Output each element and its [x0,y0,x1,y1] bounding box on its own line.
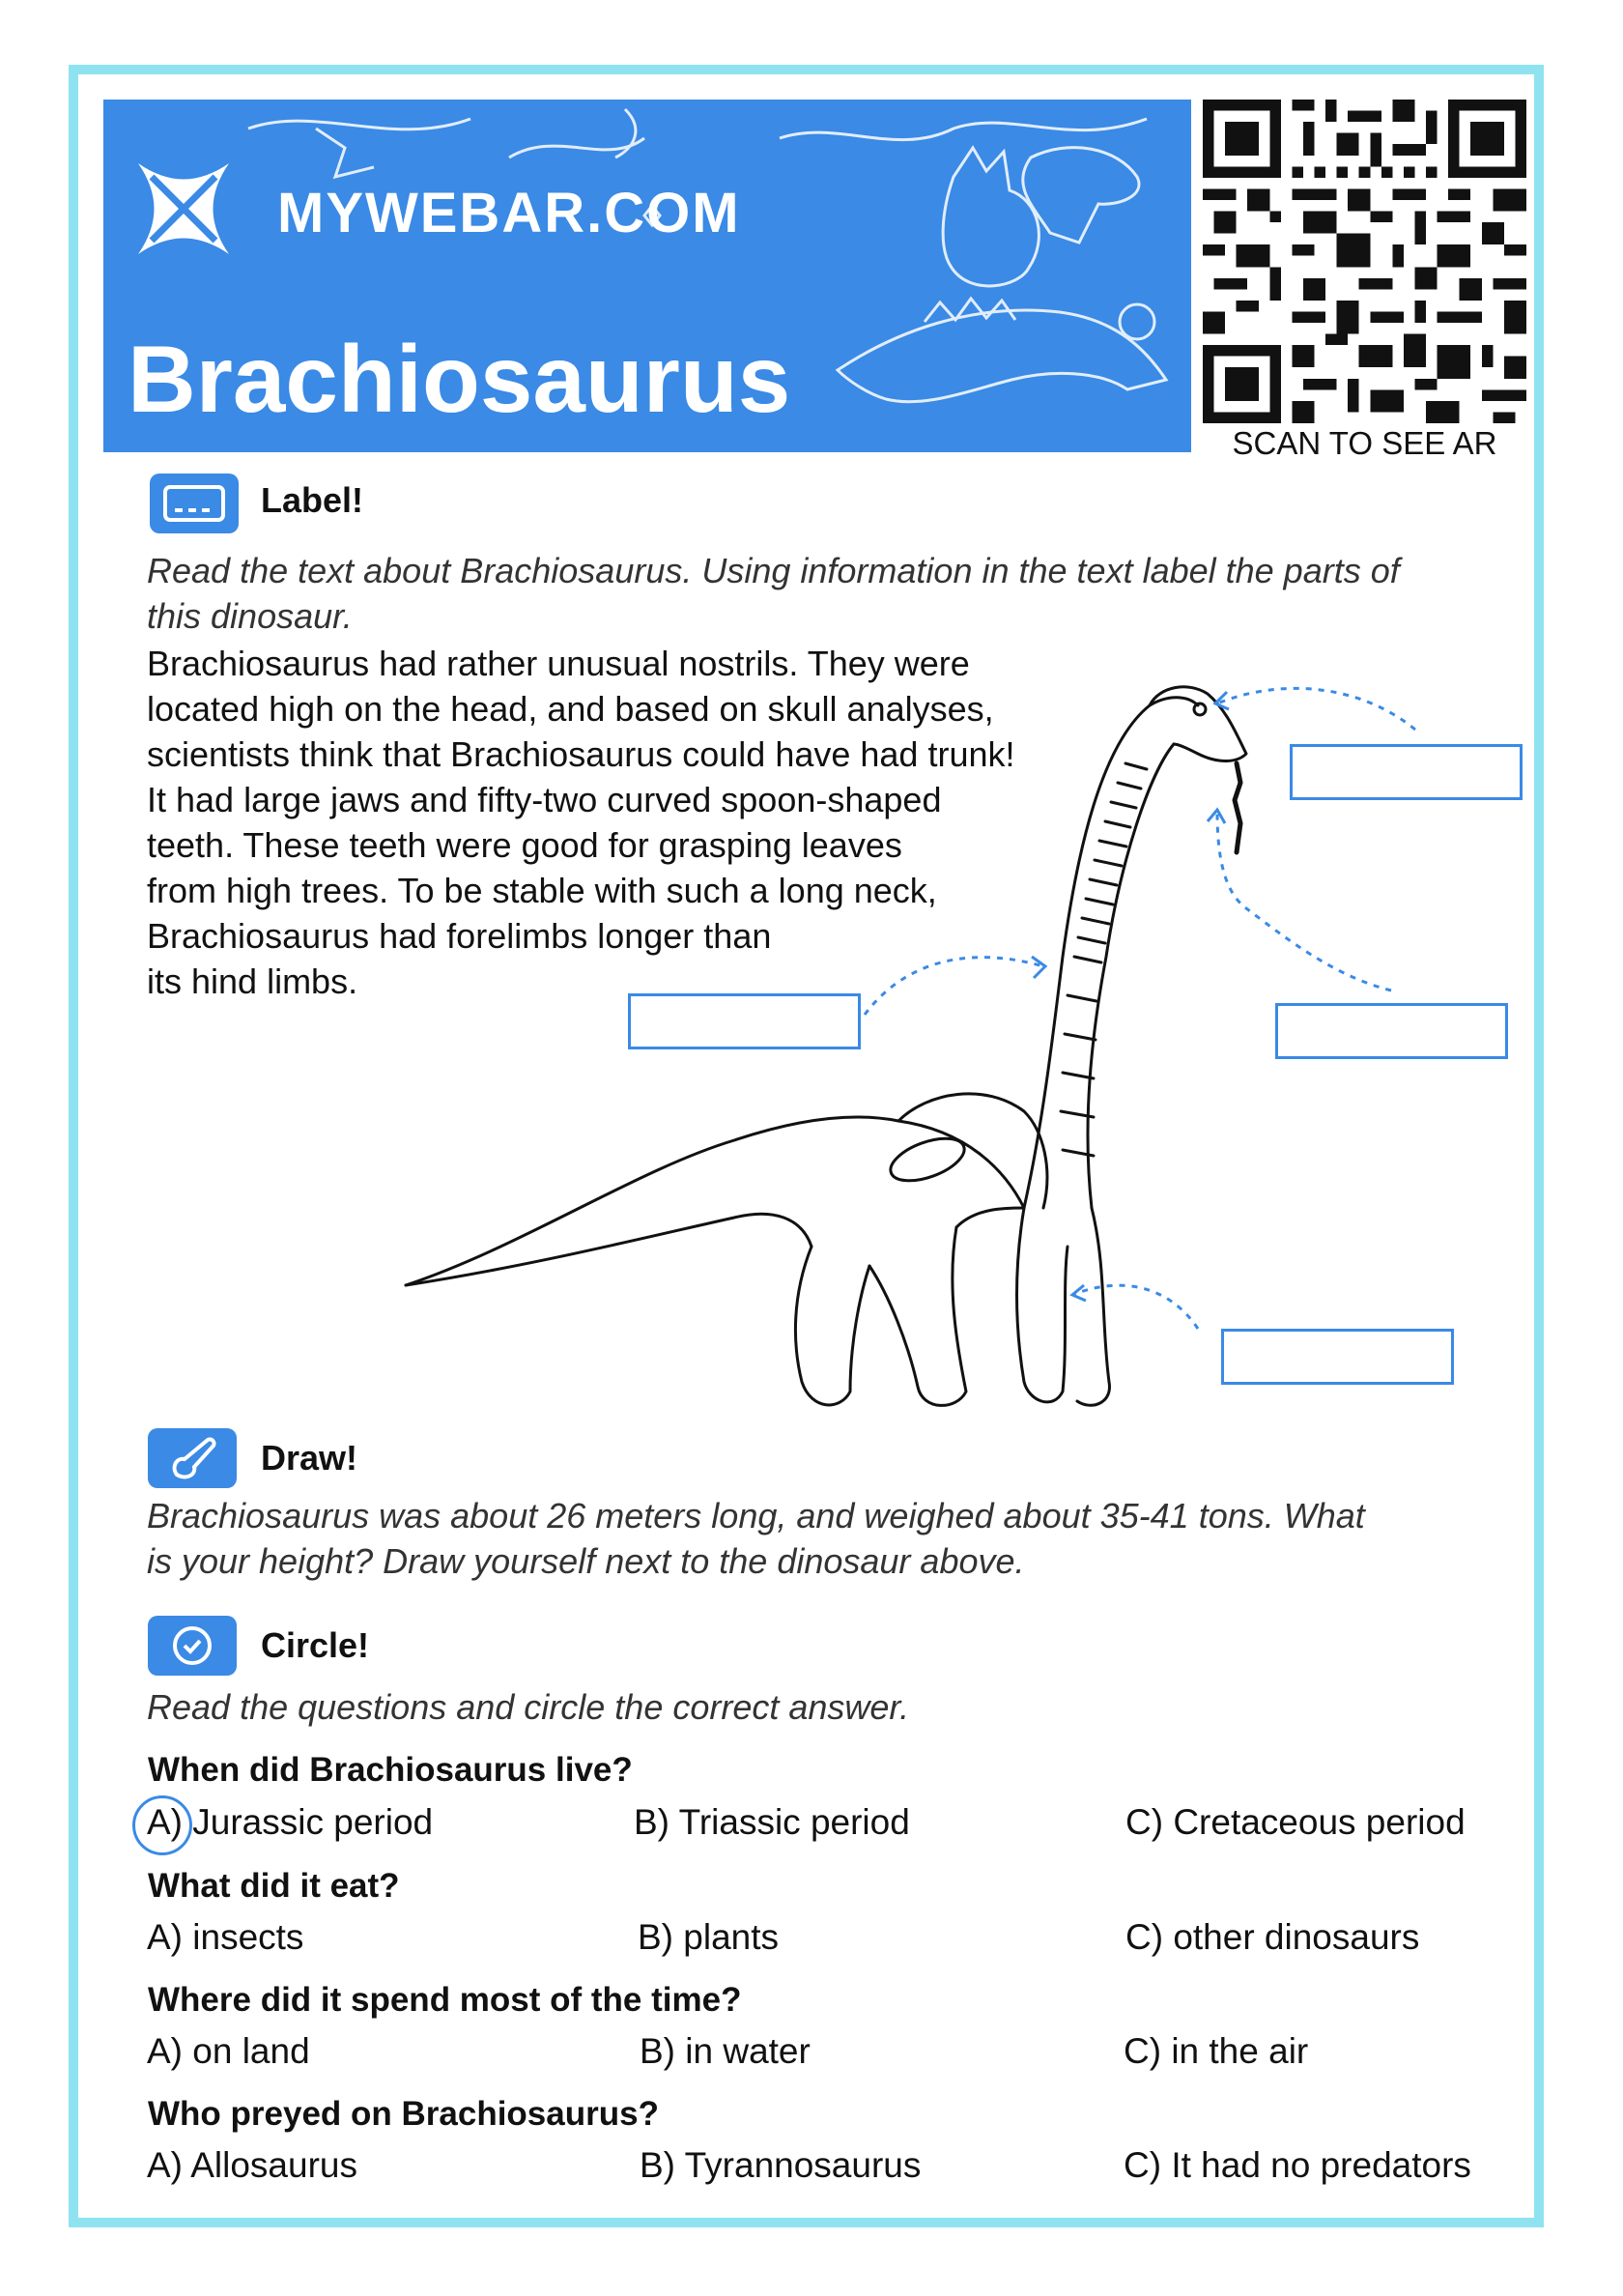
question-3: Where did it spend most of the time? [148,1981,742,2019]
answer-1b[interactable]: B) Triassic period [634,1802,910,1842]
check-circle-icon [148,1616,237,1676]
answer-box-forelimbs[interactable] [1221,1329,1454,1385]
question-4: Who preyed on Brachiosaurus? [148,2095,659,2133]
draw-heading: Draw! [261,1438,358,1478]
answer-1a[interactable]: A) Jurassic period [147,1802,434,1842]
page-title: Brachiosaurus [128,326,791,432]
circle-heading: Circle! [261,1625,370,1665]
answer-3c[interactable]: C) in the air [1124,2031,1309,2071]
keyboard-icon [150,474,239,533]
answer-box-teeth[interactable] [1275,1003,1508,1059]
brush-icon [148,1428,237,1488]
label-instruction-line-1: Read the text about Brachiosaurus. Using information in the text label the parts of [147,551,1400,590]
draw-instruction-line-2: is your height? Draw yourself next to the dinosaur above. [147,1541,1025,1581]
label-text-line: located high on the head, and based on skull analyses, [147,689,994,729]
label-text-line: its hind limbs. [147,961,358,1001]
answer-box-nostrils[interactable] [1290,744,1523,800]
answer-box-neck[interactable] [628,993,861,1049]
circle-instruction: Read the questions and circle the correct answer. [147,1687,910,1727]
label-instruction-line-2: this dinosaur. [147,596,353,636]
label-text-line: Brachiosaurus had forelimbs longer than [147,916,772,956]
label-text-line: from high trees. To be stable with such a long neck, [147,871,937,910]
answer-4b[interactable]: B) Tyrannosaurus [640,2145,922,2185]
qr-caption: SCAN TO SEE AR [1232,425,1497,461]
answer-4c[interactable]: C) It had no predators [1124,2145,1471,2185]
qr-code-icon [1203,100,1526,423]
mywebar-logo-icon [130,156,237,262]
label-text-line: It had large jaws and fifty-two curved spoon-shaped [147,780,942,819]
question-2: What did it eat? [148,1867,400,1905]
label-text-line: scientists think that Brachiosaurus could have had trunk! [147,734,1015,774]
answer-2a[interactable]: A) insects [147,1917,304,1957]
answer-2c[interactable]: C) other dinosaurs [1125,1917,1420,1957]
answer-4a[interactable]: A) Allosaurus [147,2145,357,2185]
label-heading: Label! [261,480,364,520]
question-1: When did Brachiosaurus live? [148,1751,633,1789]
answer-3a[interactable]: A) on land [147,2031,310,2071]
draw-instruction-line-1: Brachiosaurus was about 26 meters long, and weighed about 35-41 tons. What [147,1496,1365,1535]
label-text-line: Brachiosaurus had rather unusual nostrils. They were [147,644,970,683]
label-text-line: teeth. These teeth were good for grasping leaves [147,825,902,865]
brand-name: MYWEBAR.COM [277,182,741,244]
answer-1c[interactable]: C) Cretaceous period [1125,1802,1466,1842]
answer-2b[interactable]: B) plants [638,1917,780,1957]
answer-3b[interactable]: B) in water [640,2031,811,2071]
header-banner [103,100,1191,452]
